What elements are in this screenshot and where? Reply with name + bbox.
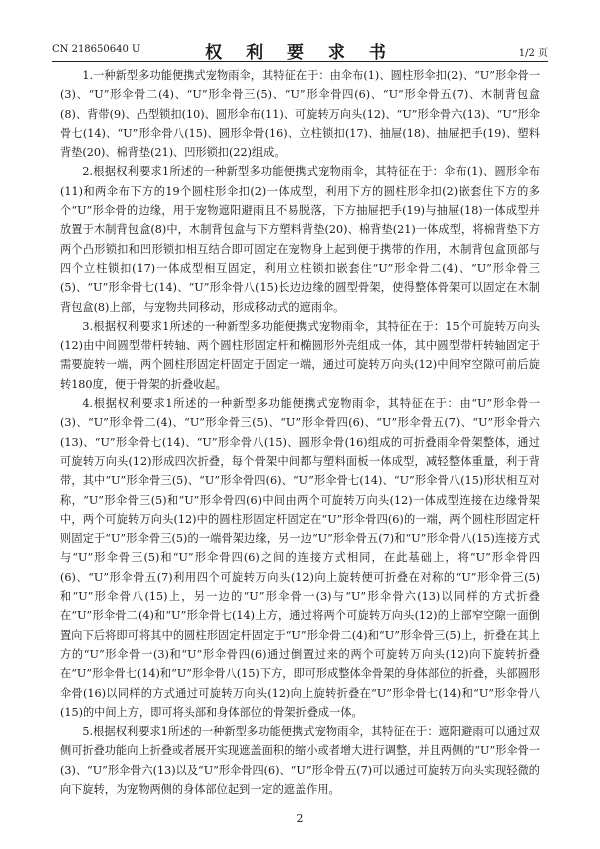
claim-3: 3.根据权利要求1所述的一种新型多功能便携式宠物雨伞，其特征在于：15个可旋转万向头(12)由中间圆型带杆转轴、两个圆柱形固定杆和椭圆形外壳组成一体，其中圆型带杆转轴固定于需要旋转一端，两个圆柱形固定杆固定于固定一端，通过可旋转万向头(12)中间窄空隙可前后旋转180度，便于骨架的折叠收起。 bbox=[60, 319, 540, 391]
page-count: 1/2 页 bbox=[518, 48, 548, 59]
claim-4: 4.根据权利要求1所述的一种新型多功能便携式宠物雨伞，其特征在于：由“U”形伞骨一(3)、“U”形伞骨二(4)、“U”形伞骨三(5)、“U”形伞骨四(6)、“U”形伞骨五(7)、“U”形伞骨六(13)、“U”形伞骨七(14)、“U”形伞骨八(15)、圆形伞骨(16)组成的可折叠雨伞骨架整体，通过可旋转万向头(12)形成四次折叠，每个骨架中间都与塑料面板一体成型，减轻整体重量，利于背带，其中“U”形伞骨三(5)、“U”形伞骨四(6)、“U”形伞骨七(14)、“U”形伞骨八(15)形状相互对称，“U”形伞骨三(5)和“U”形伞骨四(6)中间由两个可旋转万向头(12)一体成型连接在边缘骨架中，两个可旋转万向头(12)中的圆柱形固定杆固定在“U”形伞骨四(6)的一端，两个圆柱形固定杆则固定于“U”形伞骨三(5)的一端骨架边缘，另一边“U”形伞骨五(7)和“U”形伞骨八(15)连接方式与“U”形伞骨三(5)和“U”形伞骨四(6)之间的连接方式相同，在此基础上，将“U”形伞骨四(6)、“U”形伞骨五(7)利用四个可旋转万向头(12)向上旋转便可折叠在对称的“U”形伞骨三(5)和“U”形伞骨八(15)上，另一边的“U”形伞骨一(3)与“U”形伞骨六(13)以同样的方式折叠在“U”形伞骨二(4)和“U”形伞骨七(14)上方，通过将两个可旋转万向头(12)的上部窄空隙一面倒置向下后将即可将其中的圆柱形固定杆固定于“U”形伞骨二(4)和“U”形伞骨三(5)上，折叠在其上方的“U”形伞骨一(3)和“U”形伞骨四(6)通过倒置过来的两个可旋转万向头(12)向下旋转折叠在“U”形伞骨七(14)和“U”形伞骨八(15)下方，即可形成整体伞骨架的身体部位的折叠，头部圆形伞骨(16)以同样的方式通过可旋转万向头(12)向上旋转折叠在“U”形伞骨七(14)和“U”形伞骨八(15)的中间上方，即可将头部和身体部位的骨架折叠成一体。 bbox=[60, 397, 540, 719]
claim-5: 5.根据权利要求1所述的一种新型多功能便携式宠物雨伞，其特征在于：遮阳避雨可以通过双侧可折叠功能向上折叠或者展开实现遮盖面积的缩小或者增大进行调整，并且两侧的“U”形伞骨一(3)、“U”形伞骨六(13)以及“U”形伞骨四(6)、“U”形伞骨五(7)可以通过可旋转万向头实现轻微的向下旋转，为宠物两侧的身体部位起到一定的遮盖作用。 bbox=[60, 725, 540, 796]
claims-body bbox=[60, 66, 540, 799]
page-header bbox=[52, 38, 548, 63]
claim-1: 1.一种新型多功能便携式宠物雨伞，其特征在于：由伞布(1)、圆柱形伞扣(2)、“U”形伞骨一(3)、“U”形伞骨二(4)、“U”形伞骨三(5)、“U”形伞骨四(6)、“U”形伞骨五(7)、木制背包盒(8)、背带(9)、凸型锁扣(10)、圆形伞布(11)、可旋转万向头(12)、“U”形伞骨六(13)、“U”形伞骨七(14)、“U”形伞骨八(15)、圆形伞骨(16)、立柱锁扣(17)、抽屉(18)、抽屉把手(19)、塑料背垫(20)、棉背垫(21)、凹形锁扣(22)组成。 bbox=[60, 69, 540, 160]
publication-number: CN 218650640 U bbox=[52, 44, 141, 55]
page-number: 2 bbox=[296, 812, 304, 825]
claim-2: 2.根据权利要求1所述的一种新型多功能便携式宠物雨伞，其特征在于：伞布(1)、圆形伞布(11)和两伞布下方的19个圆柱形伞扣(2)一体成型，利用下方的圆柱形伞扣(2)嵌套住下方的多个“U”形伞骨的边缘，用于宠物遮阳避雨且不易脱落，下方抽屉把手(19)与抽屉(18)一体成型并放置于木制背包盒(8)中，木制背包盒与下方塑料背垫(20)、棉背垫(21)一体成型，将棉背垫下方两个凸形锁扣和凹形锁扣相互结合即可固定在宠物身上起到便于携带的作用，木制背包盒顶部与四个立柱锁扣(17)一体成型相互固定，利用立柱锁扣嵌套住“U”形伞骨二(4)、“U”形伞骨三(5)、“U”形伞骨七(14)、“U”形伞骨八(15)长边边缘的圆型骨架，使得整体骨架可以固定在木制背包盒(8)上部，与宠物共同移动，形成移动式的遮雨伞。 bbox=[60, 165, 540, 314]
document-title: 权 利 要 求 书 bbox=[205, 43, 395, 63]
header-divider bbox=[52, 61, 548, 62]
